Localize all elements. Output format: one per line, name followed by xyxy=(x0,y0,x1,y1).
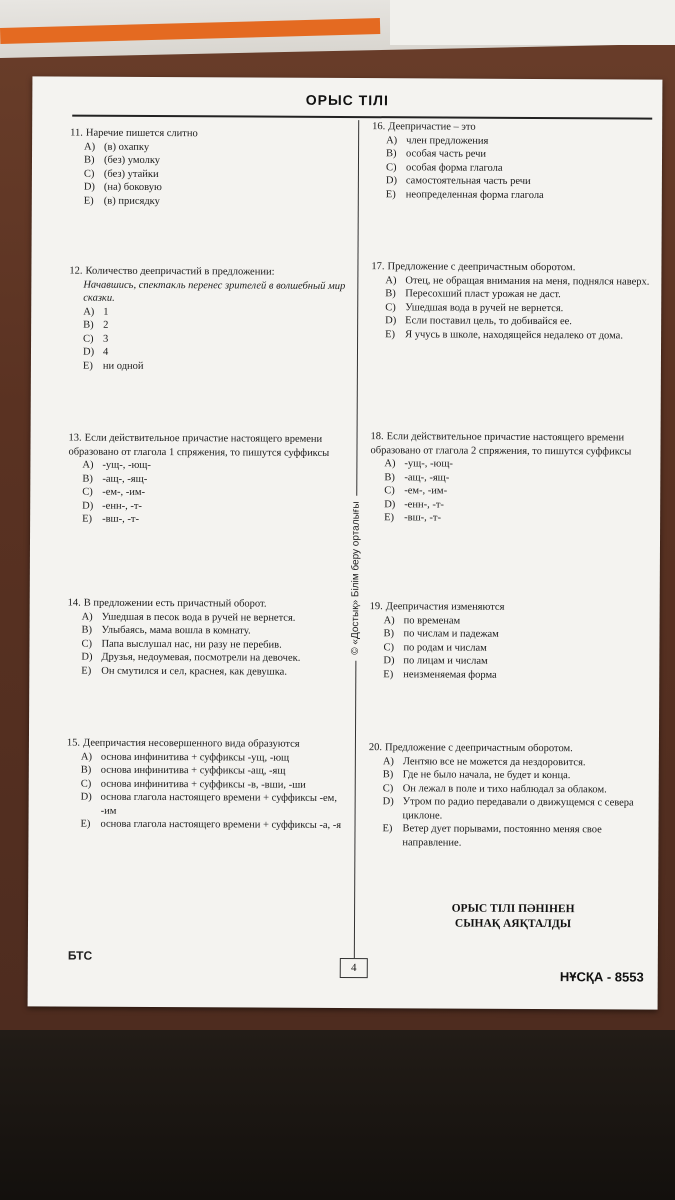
option-text: -енн-, -т- xyxy=(102,500,142,512)
answer-option xyxy=(83,346,349,361)
option-text: основа инфинитива + суффиксы -ущ, -ющ xyxy=(100,751,290,764)
option-text: -ащ-, -ящ- xyxy=(102,473,148,485)
option-text: Ушедшая вода в ручей не вернется. xyxy=(405,301,564,314)
option-letter: E) xyxy=(382,823,393,835)
answer-option xyxy=(84,140,350,155)
answer-option xyxy=(383,782,651,797)
question-13 xyxy=(68,432,348,528)
answer-option xyxy=(385,301,653,316)
answer-option xyxy=(82,624,348,639)
option-letter: E) xyxy=(383,668,394,680)
answer-option xyxy=(383,795,651,823)
option-text: (на) боковую xyxy=(103,181,162,194)
question-14 xyxy=(67,597,347,679)
option-letter: B) xyxy=(382,769,394,781)
option-letter: D) xyxy=(383,655,395,667)
option-text: неопределенная форма глагола xyxy=(405,188,544,201)
answer-option xyxy=(84,194,350,209)
page-title: ОРЫС ТІЛІ xyxy=(305,91,389,109)
option-letter: E) xyxy=(385,328,396,340)
footer-label: БТС xyxy=(67,948,93,963)
option-letter: E) xyxy=(82,513,93,525)
options-list xyxy=(66,750,346,832)
option-letter: E) xyxy=(83,195,94,207)
option-letter: D) xyxy=(80,791,92,803)
question-number: 16. xyxy=(372,121,386,133)
option-letter: E) xyxy=(82,360,93,372)
option-letter: C) xyxy=(82,486,93,498)
option-letter: C) xyxy=(382,782,394,794)
option-text: основа глагола настоящего времени + суффиксы -а, -я xyxy=(100,818,342,831)
question-title: Если действительное причастие настоящего времени образовано от глагола 2 спряжения, то пишутся суффиксы xyxy=(370,431,632,457)
question-12 xyxy=(69,265,350,374)
option-letter: C) xyxy=(383,641,394,653)
answer-option xyxy=(82,513,348,528)
options-list xyxy=(70,140,350,209)
answer-option xyxy=(81,651,347,666)
option-letter: E) xyxy=(385,188,396,200)
answer-option xyxy=(82,459,348,474)
options-list xyxy=(370,457,652,526)
option-letter: D) xyxy=(81,651,93,663)
answer-option xyxy=(80,818,346,833)
answer-option xyxy=(83,319,349,334)
question-11 xyxy=(70,127,350,209)
answer-option xyxy=(81,777,347,792)
answer-option xyxy=(385,328,653,343)
option-letter: D) xyxy=(83,181,95,193)
question-16 xyxy=(372,120,654,202)
options-list xyxy=(371,274,653,343)
option-letter: C) xyxy=(83,168,95,180)
option-letter: B) xyxy=(384,471,395,483)
option-letter: A) xyxy=(84,141,96,153)
option-letter: C) xyxy=(385,301,396,313)
option-text: 2 xyxy=(103,319,109,331)
question-text xyxy=(370,430,652,458)
question-number: 18. xyxy=(370,431,384,443)
option-text: по лицам и числам xyxy=(403,655,488,667)
option-text: Где не было начала, не будет и конца. xyxy=(402,769,571,782)
answer-option xyxy=(82,610,348,625)
option-text: ни одной xyxy=(102,360,144,372)
option-text: неизменяемая форма xyxy=(403,668,497,681)
question-text xyxy=(69,265,349,280)
question-number: 19. xyxy=(369,601,383,613)
option-letter: B) xyxy=(80,764,92,776)
option-text: Если поставил цель, то добивайся ее. xyxy=(405,315,572,328)
option-letter: E) xyxy=(81,665,92,677)
question-15 xyxy=(66,737,346,833)
question-title: Количество деепричастий в предложении: xyxy=(85,265,275,278)
answer-option xyxy=(81,637,347,652)
option-text: Ветер дует порывами, постоянно меняя свое направление. xyxy=(402,823,602,849)
question-title: Наречие пишется слитно xyxy=(85,127,198,140)
option-letter: A) xyxy=(385,274,397,286)
option-text: -ущ-, -ющ- xyxy=(404,458,453,470)
option-letter: A) xyxy=(386,134,398,146)
answer-option xyxy=(383,768,651,783)
options-list xyxy=(368,755,650,851)
question-number: 12. xyxy=(69,265,83,277)
answer-option xyxy=(83,332,349,347)
option-text: основа инфинитива + суффиксы -в, -вши, -ши xyxy=(100,778,306,791)
option-text: Он смутился и сел, краснея, как девушка. xyxy=(101,665,288,678)
end-note xyxy=(388,901,638,932)
option-text: Папа выслушал нас, ни разу не перебив. xyxy=(101,638,282,651)
options-list xyxy=(369,614,651,683)
options-list xyxy=(372,134,654,203)
option-text: Лентяю все не можется да нездоровится. xyxy=(402,755,586,768)
answer-option xyxy=(383,654,651,669)
answer-option xyxy=(384,484,652,499)
answer-option xyxy=(385,287,653,302)
option-text: (без) умолку xyxy=(103,154,161,167)
option-letter: A) xyxy=(384,458,396,470)
side-credit: © «Достық» Білім беру орталығы xyxy=(350,495,362,660)
option-letter: B) xyxy=(386,148,397,160)
book-pages xyxy=(390,0,675,45)
question-title: Предложение с деепричастным оборотом. xyxy=(385,742,573,755)
dark-floor xyxy=(0,1030,675,1200)
question-sentence: Начавшись, спектакль перенес зрителей в волшебный мир сказки. xyxy=(83,279,346,304)
option-text: -ащ-, -ящ- xyxy=(404,471,450,484)
answer-option xyxy=(386,161,654,176)
answer-option xyxy=(386,174,654,189)
question-title: Предложение с деепричастным оборотом. xyxy=(387,261,576,274)
question-number: 20. xyxy=(368,742,383,754)
question-number: 17. xyxy=(371,261,385,273)
answer-option xyxy=(384,457,652,472)
question-title: В предложении есть причастный оборот. xyxy=(83,597,267,610)
option-text: основа инфинитива + суффиксы -ащ, -ящ xyxy=(100,764,286,777)
answer-option xyxy=(386,188,654,203)
option-text: 3 xyxy=(103,333,109,345)
answer-option xyxy=(386,147,654,162)
option-text: член предложения xyxy=(406,134,489,147)
option-text: по числам и падежам xyxy=(403,628,499,640)
option-text: Он лежал в поле и тихо наблюдал за облаком. xyxy=(402,782,607,795)
end-note-line-2: СЫНАҚ АЯҚТАЛДЫ xyxy=(454,917,572,931)
options-list xyxy=(67,610,347,679)
question-number: 14. xyxy=(67,597,81,609)
option-letter: A) xyxy=(83,306,95,318)
answer-option xyxy=(82,472,348,487)
option-letter: A) xyxy=(82,459,94,471)
question-number: 13. xyxy=(68,432,82,444)
option-letter: B) xyxy=(83,319,94,331)
option-letter: D) xyxy=(385,315,397,327)
option-text: (в) охапку xyxy=(104,141,150,153)
option-letter: E) xyxy=(80,818,91,830)
answer-option xyxy=(384,498,652,513)
header xyxy=(32,90,662,117)
answer-option xyxy=(81,764,347,779)
question-19 xyxy=(369,600,651,682)
option-text: Друзья, недоумевая, посмотрели на девочек. xyxy=(101,651,301,664)
option-text: по родам и числам xyxy=(403,641,487,654)
option-letter: A) xyxy=(382,755,394,767)
question-number: 11. xyxy=(70,127,83,139)
question-17 xyxy=(371,260,653,342)
question-text xyxy=(70,127,350,142)
option-letter: C) xyxy=(384,485,395,497)
option-text: -вш-, -т- xyxy=(102,513,140,525)
answer-option xyxy=(384,471,652,486)
option-text: -ущ-, -ющ- xyxy=(102,459,151,471)
question-20 xyxy=(368,741,651,850)
answer-option xyxy=(386,134,654,149)
option-text: Ушедшая в песок вода в ручей не вернется. xyxy=(101,611,296,624)
option-letter: D) xyxy=(82,500,94,512)
option-text: 4 xyxy=(102,346,109,358)
option-letter: C) xyxy=(83,333,94,345)
option-letter: B) xyxy=(385,288,396,300)
option-letter: A) xyxy=(81,611,93,623)
answer-option xyxy=(82,486,348,501)
question-number: 15. xyxy=(66,737,81,749)
option-text: -ем-, -им- xyxy=(102,486,146,498)
option-letter: D) xyxy=(385,175,398,187)
option-text: Отец, не обращая внимания на меня, поднялся наверх. xyxy=(405,274,650,288)
answer-option xyxy=(81,750,347,765)
answer-option xyxy=(383,627,651,642)
answer-option xyxy=(382,822,650,850)
option-text: (без) утайки xyxy=(103,168,159,180)
variant-number: НҰСҚА - 8553 xyxy=(559,969,644,985)
option-letter: C) xyxy=(80,778,92,790)
options-list xyxy=(68,459,348,528)
question-text xyxy=(369,741,651,756)
question-text xyxy=(68,597,348,612)
answer-option xyxy=(81,664,347,679)
answer-option xyxy=(384,511,652,526)
options-list xyxy=(69,305,349,374)
option-letter: C) xyxy=(81,638,92,650)
end-note-line-1: ОРЫС ТІЛІ ПӘНІНЕН xyxy=(451,902,575,916)
question-title: Деепричастие – это xyxy=(388,121,476,133)
answer-option xyxy=(81,791,347,819)
option-text: -вш-, -т- xyxy=(404,512,442,524)
option-text: по временам xyxy=(403,614,461,627)
answer-option xyxy=(83,359,349,374)
option-letter: A) xyxy=(383,614,395,626)
option-letter: B) xyxy=(83,154,95,166)
option-letter: D) xyxy=(382,796,394,808)
option-letter: A) xyxy=(80,751,93,763)
option-text: (в) присядку xyxy=(103,195,160,207)
answer-option xyxy=(384,614,652,629)
question-text xyxy=(67,737,347,752)
option-letter: B) xyxy=(81,624,93,636)
page-number: 4 xyxy=(340,958,368,978)
answer-option xyxy=(84,154,350,169)
answer-option xyxy=(383,641,651,656)
option-letter: B) xyxy=(383,628,395,640)
question-text xyxy=(68,432,348,460)
answer-option xyxy=(383,668,651,683)
option-text: особая часть речи xyxy=(406,148,487,160)
option-letter: D) xyxy=(82,346,95,358)
option-text: основа глагола настоящего времени + суффиксы -ем, -им xyxy=(100,791,338,817)
answer-option xyxy=(84,181,350,196)
option-letter: B) xyxy=(82,473,93,485)
option-letter: E) xyxy=(384,512,395,524)
question-title: Деепричастия изменяются xyxy=(385,601,505,613)
option-text: Улыбаясь, мама вошла в комнату. xyxy=(101,624,251,637)
option-letter: C) xyxy=(385,161,397,173)
answer-option xyxy=(385,274,653,289)
answer-option xyxy=(84,167,350,182)
option-text: -енн-, -т- xyxy=(404,498,444,511)
question-title: Если действительное причастие настоящего времени образовано от глагола 1 спряжения, то пишутся суффиксы xyxy=(68,432,330,459)
option-letter: D) xyxy=(384,498,396,510)
option-text: самостоятельная часть речи xyxy=(405,175,531,187)
answer-option xyxy=(82,499,348,514)
option-text: Пересохший пласт урожая не даст. xyxy=(405,288,561,301)
option-text: -ем-, -им- xyxy=(404,485,448,497)
answer-option xyxy=(385,314,653,329)
option-text: 1 xyxy=(103,306,109,318)
option-text: Я учусь в школе, находящейся недалеко от дома. xyxy=(405,328,623,341)
option-text: особая форма глагола xyxy=(405,161,503,174)
question-title: Деепричастия несовершенного вида образуются xyxy=(83,737,300,750)
answer-option xyxy=(383,755,651,770)
exam-sheet xyxy=(28,76,663,1009)
answer-option xyxy=(83,305,349,320)
question-18 xyxy=(370,430,652,526)
option-text: Утром по радио передавали о движущемся с севера циклоне. xyxy=(402,796,634,822)
